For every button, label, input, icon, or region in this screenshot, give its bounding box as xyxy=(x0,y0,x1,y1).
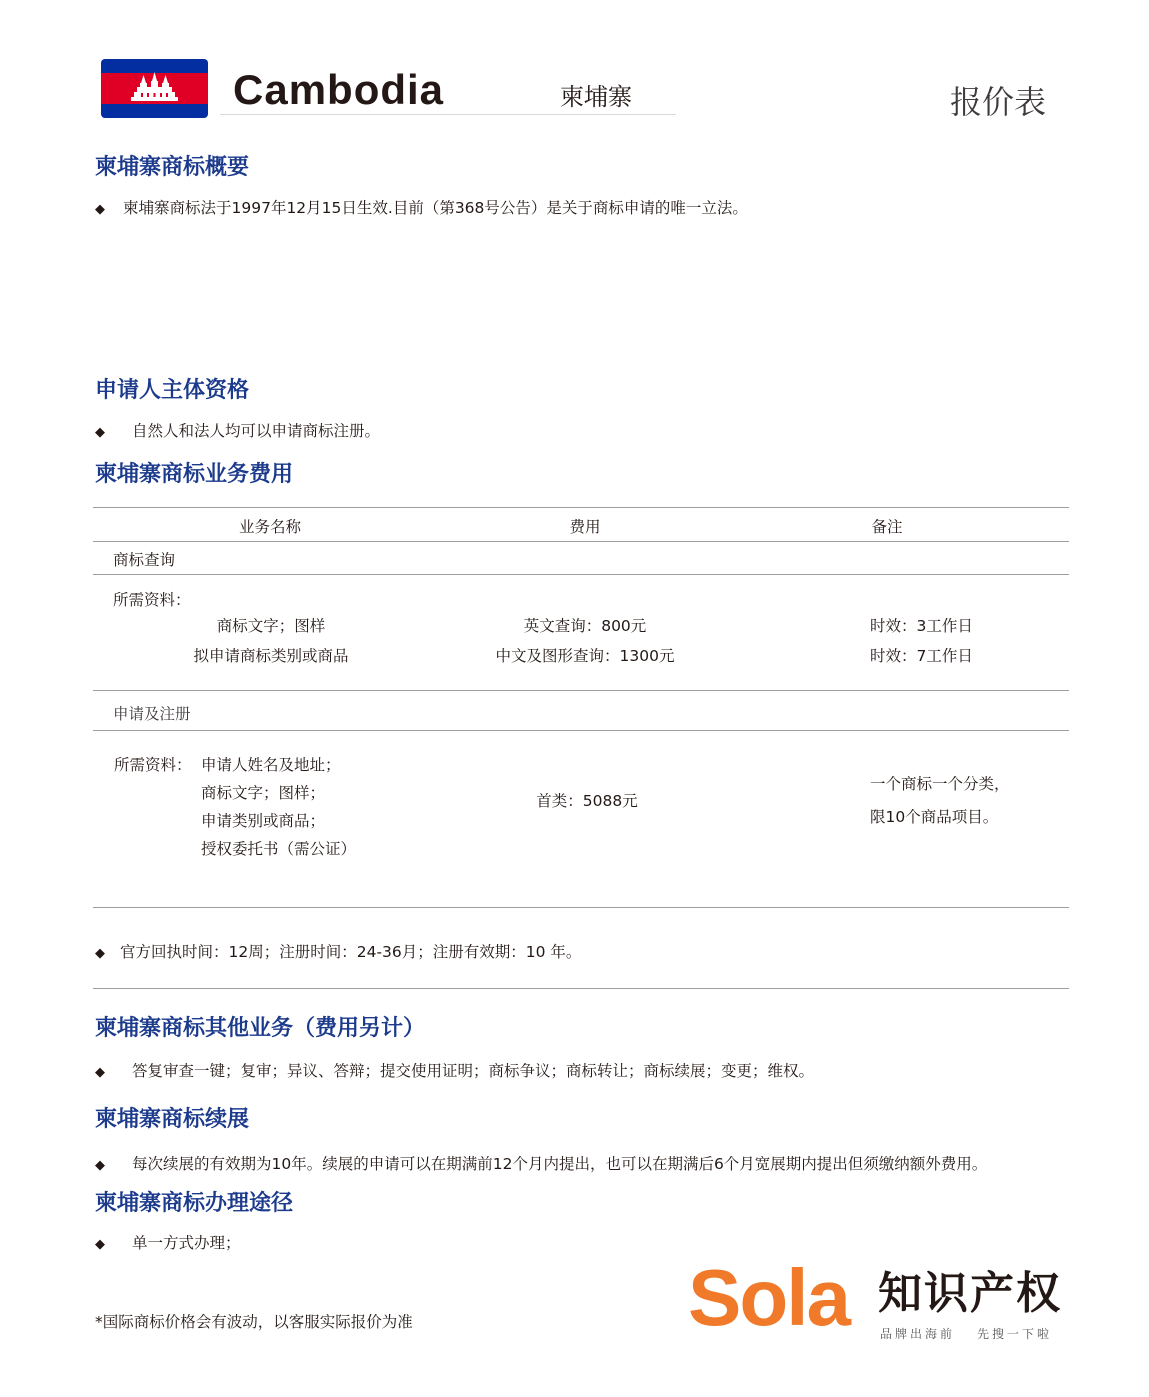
row-search-label: 商标查询 xyxy=(113,551,176,569)
bullet-diamond-icon: ◆ xyxy=(95,946,105,961)
country-name-en: Cambodia xyxy=(233,66,445,113)
section-divider xyxy=(93,988,1069,989)
search-fee-chinese: 中文及图形查询：1300元 xyxy=(495,647,675,665)
channel-bullet: ◆ 单一方式办理； xyxy=(95,1234,241,1252)
channel-heading: 柬埔寨商标办理途径 xyxy=(95,1191,294,1216)
brand-name-cn: 知识产权 xyxy=(878,1268,1062,1319)
timeline-bullet: ◆ 官方回执时间：12周；注册时间：24-36月；注册有效期：10 年。 xyxy=(95,943,582,961)
fees-heading: 柬埔寨商标业务费用 xyxy=(95,462,294,487)
applicant-bullet: ◆ 自然人和法人均可以申请商标注册。 xyxy=(95,422,381,440)
table-header-fee: 费用 xyxy=(569,518,601,536)
overview-heading: 柬埔寨商标概要 xyxy=(95,155,250,180)
table-top-rule xyxy=(93,507,1069,508)
slogan-left: 品牌出海前 xyxy=(880,1327,956,1341)
registration-fee: 首类：5088元 xyxy=(536,792,638,810)
search-material-item: 拟申请商标类别或商品 xyxy=(193,647,349,665)
sola-logo-text: Sola xyxy=(688,1253,849,1342)
bullet-diamond-icon: ◆ xyxy=(95,425,105,440)
registration-material-item: 申请类别或商品； xyxy=(201,812,326,830)
other-services-bullet: ◆ 答复审查一键；复审；异议、答辩；提交使用证明；商标争议；商标转让；商标续展；变更；维权。 xyxy=(95,1062,815,1080)
table-rule xyxy=(93,730,1069,731)
brand-slogan xyxy=(880,1325,1052,1342)
slogan-right: 先搜一下啦 xyxy=(977,1327,1053,1341)
bullet-diamond-icon: ◆ xyxy=(95,1158,105,1173)
bullet-diamond-icon: ◆ xyxy=(95,1065,105,1080)
bullet-diamond-icon: ◆ xyxy=(95,202,105,217)
search-material-item: 商标文字；图样 xyxy=(216,617,326,635)
price-disclaimer: *国际商标价格会有波动，以客服实际报价为准 xyxy=(95,1313,413,1331)
search-note: 时效：3工作日 xyxy=(870,617,973,635)
other-services-heading: 柬埔寨商标其他业务（费用另计） xyxy=(95,1016,426,1041)
registration-note: 一个商标一个分类， xyxy=(870,775,1010,793)
table-header-rule xyxy=(93,541,1069,542)
applicant-heading: 申请人主体资格 xyxy=(95,378,250,403)
overview-bullet: ◆ 柬埔寨商标法于1997年12月15日生效.目前（第368号公告）是关于商标申请的唯一立法。 xyxy=(95,199,748,217)
search-fee-english: 英文查询：800元 xyxy=(523,617,647,635)
table-bottom-rule xyxy=(93,907,1069,908)
table-header-notes: 备注 xyxy=(871,518,903,536)
header-divider xyxy=(220,114,676,115)
renewal-heading: 柬埔寨商标续展 xyxy=(95,1107,250,1132)
document-title: 报价表 xyxy=(950,83,1047,121)
cambodia-flag-icon xyxy=(101,59,208,118)
registration-material-item: 商标文字；图样； xyxy=(201,784,326,802)
registration-material-item: 申请人姓名及地址； xyxy=(201,756,341,774)
registration-note: 限10个商品项目。 xyxy=(870,808,999,826)
cambodia-flag xyxy=(101,59,208,118)
country-name-cn: 柬埔寨 xyxy=(560,83,632,111)
table-header-service: 业务名称 xyxy=(238,518,302,536)
row-registration-label: 申请及注册 xyxy=(113,705,191,723)
table-rule xyxy=(93,690,1069,691)
search-materials-label: 所需资料： xyxy=(113,591,191,609)
renewal-bullet: ◆ 每次续展的有效期为10年。续展的申请可以在期满前12个月内提出，也可以在期满后6个月宽展期内提出但须缴纳额外费用。 xyxy=(95,1155,988,1173)
registration-materials-label: 所需资料： xyxy=(114,756,192,774)
table-rule xyxy=(93,574,1069,575)
bullet-diamond-icon: ◆ xyxy=(95,1237,105,1252)
search-note: 时效：7工作日 xyxy=(870,647,973,665)
registration-material-item: 授权委托书（需公证） xyxy=(201,840,357,858)
